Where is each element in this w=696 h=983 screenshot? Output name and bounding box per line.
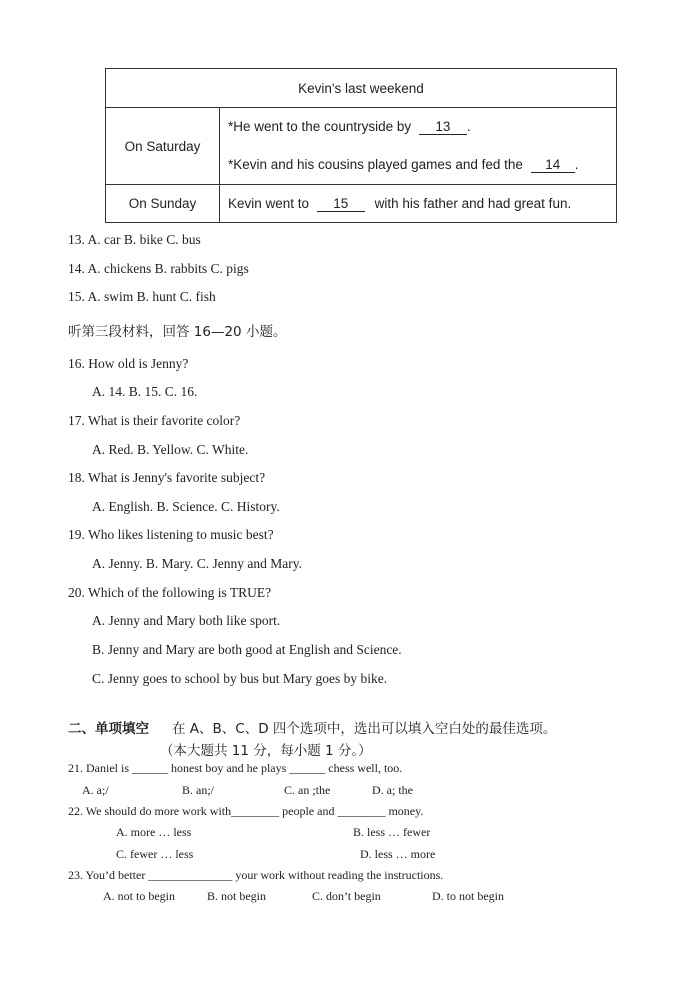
question-16-options: A. 14. B. 15. C. 16. bbox=[92, 384, 198, 399]
weekend-table bbox=[105, 68, 617, 223]
question-17: 17. What is their favorite color? bbox=[68, 413, 241, 428]
question-22-option-a: A. more … less bbox=[116, 825, 192, 839]
question-18-options: A. English. B. Science. C. History. bbox=[92, 499, 280, 514]
saturday-cell bbox=[220, 108, 617, 185]
question-14: 14. A. chickens B. rabbits C. pigs bbox=[68, 261, 249, 276]
table-title: Kevin's last weekend bbox=[106, 69, 617, 108]
saturday-line-2: *Kevin and his cousins played games and fed the 14 . bbox=[228, 157, 579, 172]
question-19-options: A. Jenny. B. Mary. C. Jenny and Mary. bbox=[92, 556, 302, 571]
question-23-option-d: D. to not begin bbox=[432, 889, 504, 903]
question-20-option-b: B. Jenny and Mary are both good at English and Science. bbox=[92, 642, 402, 657]
question-21-option-d: D. a; the bbox=[372, 783, 413, 797]
sunday-label: On Sunday bbox=[106, 185, 220, 223]
question-18: 18. What is Jenny's favorite subject? bbox=[68, 470, 266, 485]
saturday-line-1: *He went to the countryside by 13 . bbox=[228, 119, 471, 134]
question-22-option-b: B. less … fewer bbox=[353, 825, 431, 839]
question-23-option-a: A. not to begin bbox=[103, 889, 175, 903]
blank-14: 14 bbox=[531, 158, 575, 173]
question-23-option-c: C. don’t begin bbox=[312, 889, 381, 903]
blank-15: 15 bbox=[317, 197, 365, 212]
question-15: 15. A. swim B. hunt C. fish bbox=[68, 289, 216, 304]
question-22-option-c: C. fewer … less bbox=[116, 847, 194, 861]
blank-13: 13 bbox=[419, 120, 467, 135]
question-17-options: A. Red. B. Yellow. C. White. bbox=[92, 442, 249, 457]
section2-instruction: 在 A、B、C、D 四个选项中，选出可以填入空白处的最佳选项。 bbox=[172, 721, 557, 737]
question-22: 22. We should do more work with________ people and ________ money. bbox=[68, 804, 424, 818]
question-22-option-d: D. less … more bbox=[360, 847, 436, 861]
question-20: 20. Which of the following is TRUE? bbox=[68, 585, 272, 600]
question-21-option-c: C. an ;the bbox=[284, 783, 331, 797]
question-19: 19. Who likes listening to music best? bbox=[68, 527, 274, 542]
question-20-option-c: C. Jenny goes to school by bus but Mary goes by bike. bbox=[92, 671, 388, 686]
question-23: 23. You’d better ______________ your work without reading the instructions. bbox=[68, 868, 444, 882]
question-21-option-a: A. a;/ bbox=[82, 783, 109, 797]
section2-heading: 二、单项填空 bbox=[68, 721, 149, 737]
question-20-option-a: A. Jenny and Mary both like sport. bbox=[92, 613, 281, 628]
question-16: 16. How old is Jenny? bbox=[68, 356, 189, 371]
sunday-cell: Kevin went to 15 with his father and had great fun. bbox=[220, 185, 617, 223]
question-21-option-b: B. an;/ bbox=[182, 783, 214, 797]
section3-heading: 听第三段材料，回答 16—20 小题。 bbox=[68, 324, 287, 340]
question-13: 13. A. car B. bike C. bus bbox=[68, 232, 201, 247]
question-23-option-b: B. not begin bbox=[207, 889, 266, 903]
section2-note: （本大题共 11 分，每小题 1 分。） bbox=[160, 743, 372, 759]
question-21: 21. Daniel is ______ honest boy and he plays ______ chess well, too. bbox=[68, 761, 403, 775]
saturday-label: On Saturday bbox=[106, 108, 220, 185]
